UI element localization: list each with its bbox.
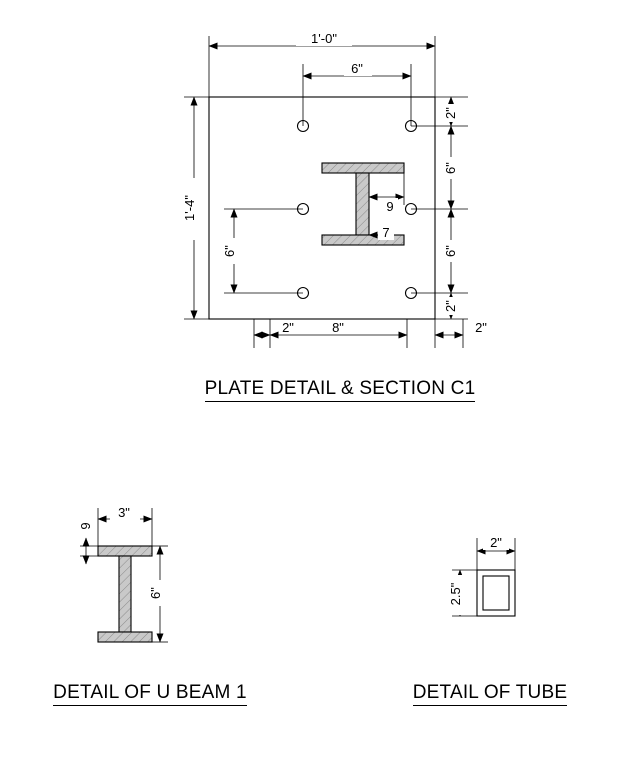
dim-bottom-spacing-2: 8" bbox=[332, 320, 344, 335]
dim-ubeam-flange-width bbox=[98, 504, 152, 546]
ubeam-web bbox=[119, 556, 131, 632]
dim-ubeam-depth bbox=[148, 546, 169, 642]
dim-ubeam-flange-thickness bbox=[78, 515, 98, 564]
ubeam-detail-group bbox=[78, 504, 169, 642]
ubeam-detail-caption bbox=[0, 682, 300, 704]
tube-detail-caption-text: DETAIL OF TUBE bbox=[413, 682, 567, 706]
dim-tube-width bbox=[477, 534, 515, 570]
dim-ubeam-flange-thickness-text: 9 bbox=[78, 522, 93, 530]
ubeam-detail-caption-text: DETAIL OF U BEAM 1 bbox=[53, 682, 247, 706]
dim-overall-height-text: 1'-4" bbox=[182, 195, 197, 221]
dim-right-spacing-2: 6" bbox=[443, 162, 458, 174]
ubeam-top-flange bbox=[98, 546, 152, 556]
dim-overall-height bbox=[182, 97, 209, 319]
dim-beam-flange-width-text: 9 bbox=[386, 199, 394, 214]
dim-overall-width bbox=[209, 30, 435, 97]
dim-beam-web-note-text: 7 bbox=[382, 225, 390, 240]
plate-detail-group bbox=[182, 30, 487, 348]
dim-ubeam-depth-text: 6" bbox=[148, 587, 163, 599]
plate-detail-caption bbox=[120, 378, 560, 400]
ubeam-bottom-flange bbox=[98, 632, 152, 642]
dim-tube-height bbox=[448, 570, 477, 616]
ubeam-section bbox=[98, 546, 152, 642]
dim-overall-width-text: 1'-0" bbox=[311, 31, 337, 46]
dim-bottom-spacing-3: 2" bbox=[475, 320, 487, 335]
plate-outline bbox=[209, 97, 435, 319]
dim-right-spacing-4: 2" bbox=[443, 300, 458, 312]
beam-top-flange bbox=[322, 163, 404, 173]
dim-top-bolt-gage bbox=[303, 60, 411, 126]
dim-ubeam-flange-width-text: 3" bbox=[118, 505, 130, 520]
dim-left-bolt-gage-text: 6" bbox=[222, 245, 237, 257]
tube-inner bbox=[483, 576, 509, 610]
dim-bottom-spacing-1: 2" bbox=[282, 320, 294, 335]
dim-top-bolt-gage-text: 6" bbox=[351, 61, 363, 76]
dim-tube-height-text: 2.5" bbox=[448, 582, 463, 606]
beam-web bbox=[356, 173, 369, 235]
tube-detail-group bbox=[448, 534, 515, 616]
dim-tube-width-text: 2" bbox=[490, 535, 502, 550]
dim-left-bolt-gage bbox=[222, 209, 303, 293]
dim-bottom-spacings bbox=[254, 319, 487, 348]
dim-right-spacing-3: 6" bbox=[443, 245, 458, 257]
plate-detail-caption-text: PLATE DETAIL & SECTION C1 bbox=[205, 378, 476, 402]
dim-right-spacings bbox=[411, 97, 468, 319]
dim-right-spacing-1: 2" bbox=[443, 107, 458, 119]
tube-detail-caption bbox=[350, 682, 630, 704]
